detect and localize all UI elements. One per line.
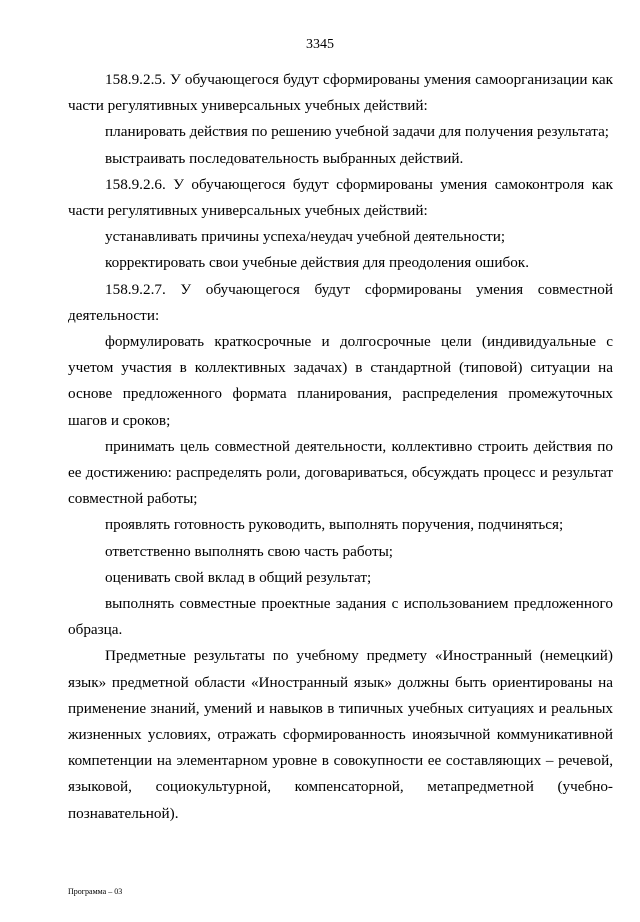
footer-program-label: Программа – 03 [68, 887, 123, 896]
list-item-plan-actions: планировать действия по решению учебной задачи для получения результата; [105, 123, 610, 141]
list-item-correct-actions: корректировать свои учебные действия для преодоления ошибок. [105, 254, 529, 272]
list-item-evaluate-contribution: оценивать свой вклад в общий результат; [105, 568, 372, 586]
list-item-establish-causes: устанавливать причины успеха/неудач учебной деятельности; [105, 228, 506, 246]
paragraph-subject-results: Предметные результаты по учебному предмету «Иностранный (немецкий) язык» предметной области «Иностранный язык» должны быть ориентированы на применение знаний, умений и навыков в типичных учебных ситуациях и реальных жизненных условиях, отражать сформированность иноязычной коммуникативной компетенции на элементарном уровне в совокупности ее составляющих – речевой, языковой, социокультурной, компенсаторной, метапредметной (учебно-познавательной). [68, 647, 613, 822]
document-body [68, 67, 613, 827]
paragraph-158-9-2-5: 158.9.2.5. У обучающегося будут сформированы умения самоорганизации как части регулятивных универсальных учебных действий: [68, 71, 613, 115]
list-item-do-part: ответственно выполнять свою часть работы; [105, 542, 394, 560]
paragraph-158-9-2-6: 158.9.2.6. У обучающегося будут сформированы умения самоконтроля как части регулятивных универсальных учебных действий: [68, 175, 613, 220]
list-item-build-sequence: выстраивать последовательность выбранных действий. [105, 149, 464, 167]
paragraph-158-9-2-7: 158.9.2.7. У обучающегося будут сформированы умения совместной деятельности: [68, 280, 613, 324]
list-item-formulate-goals: формулировать краткосрочные и долгосрочные цели (индивидуальные с учетом участия в коллективных задачах) в стандартной (типовой) ситуации на основе предложенного формата планирования, распределения промежуточных шагов и сроков; [68, 333, 613, 429]
list-item-joint-projects: выполнять совместные проектные задания с использованием предложенного образца. [68, 595, 613, 639]
list-item-show-readiness: проявлять готовность руководить, выполнять поручения, подчиняться; [105, 516, 564, 534]
list-item-accept-goal: принимать цель совместной деятельности, коллективно строить действия по ее достижению: распределять роли, договариваться, обсуждать процесс и результат совместной работы; [68, 437, 613, 508]
page-number: 3345 [306, 37, 334, 52]
